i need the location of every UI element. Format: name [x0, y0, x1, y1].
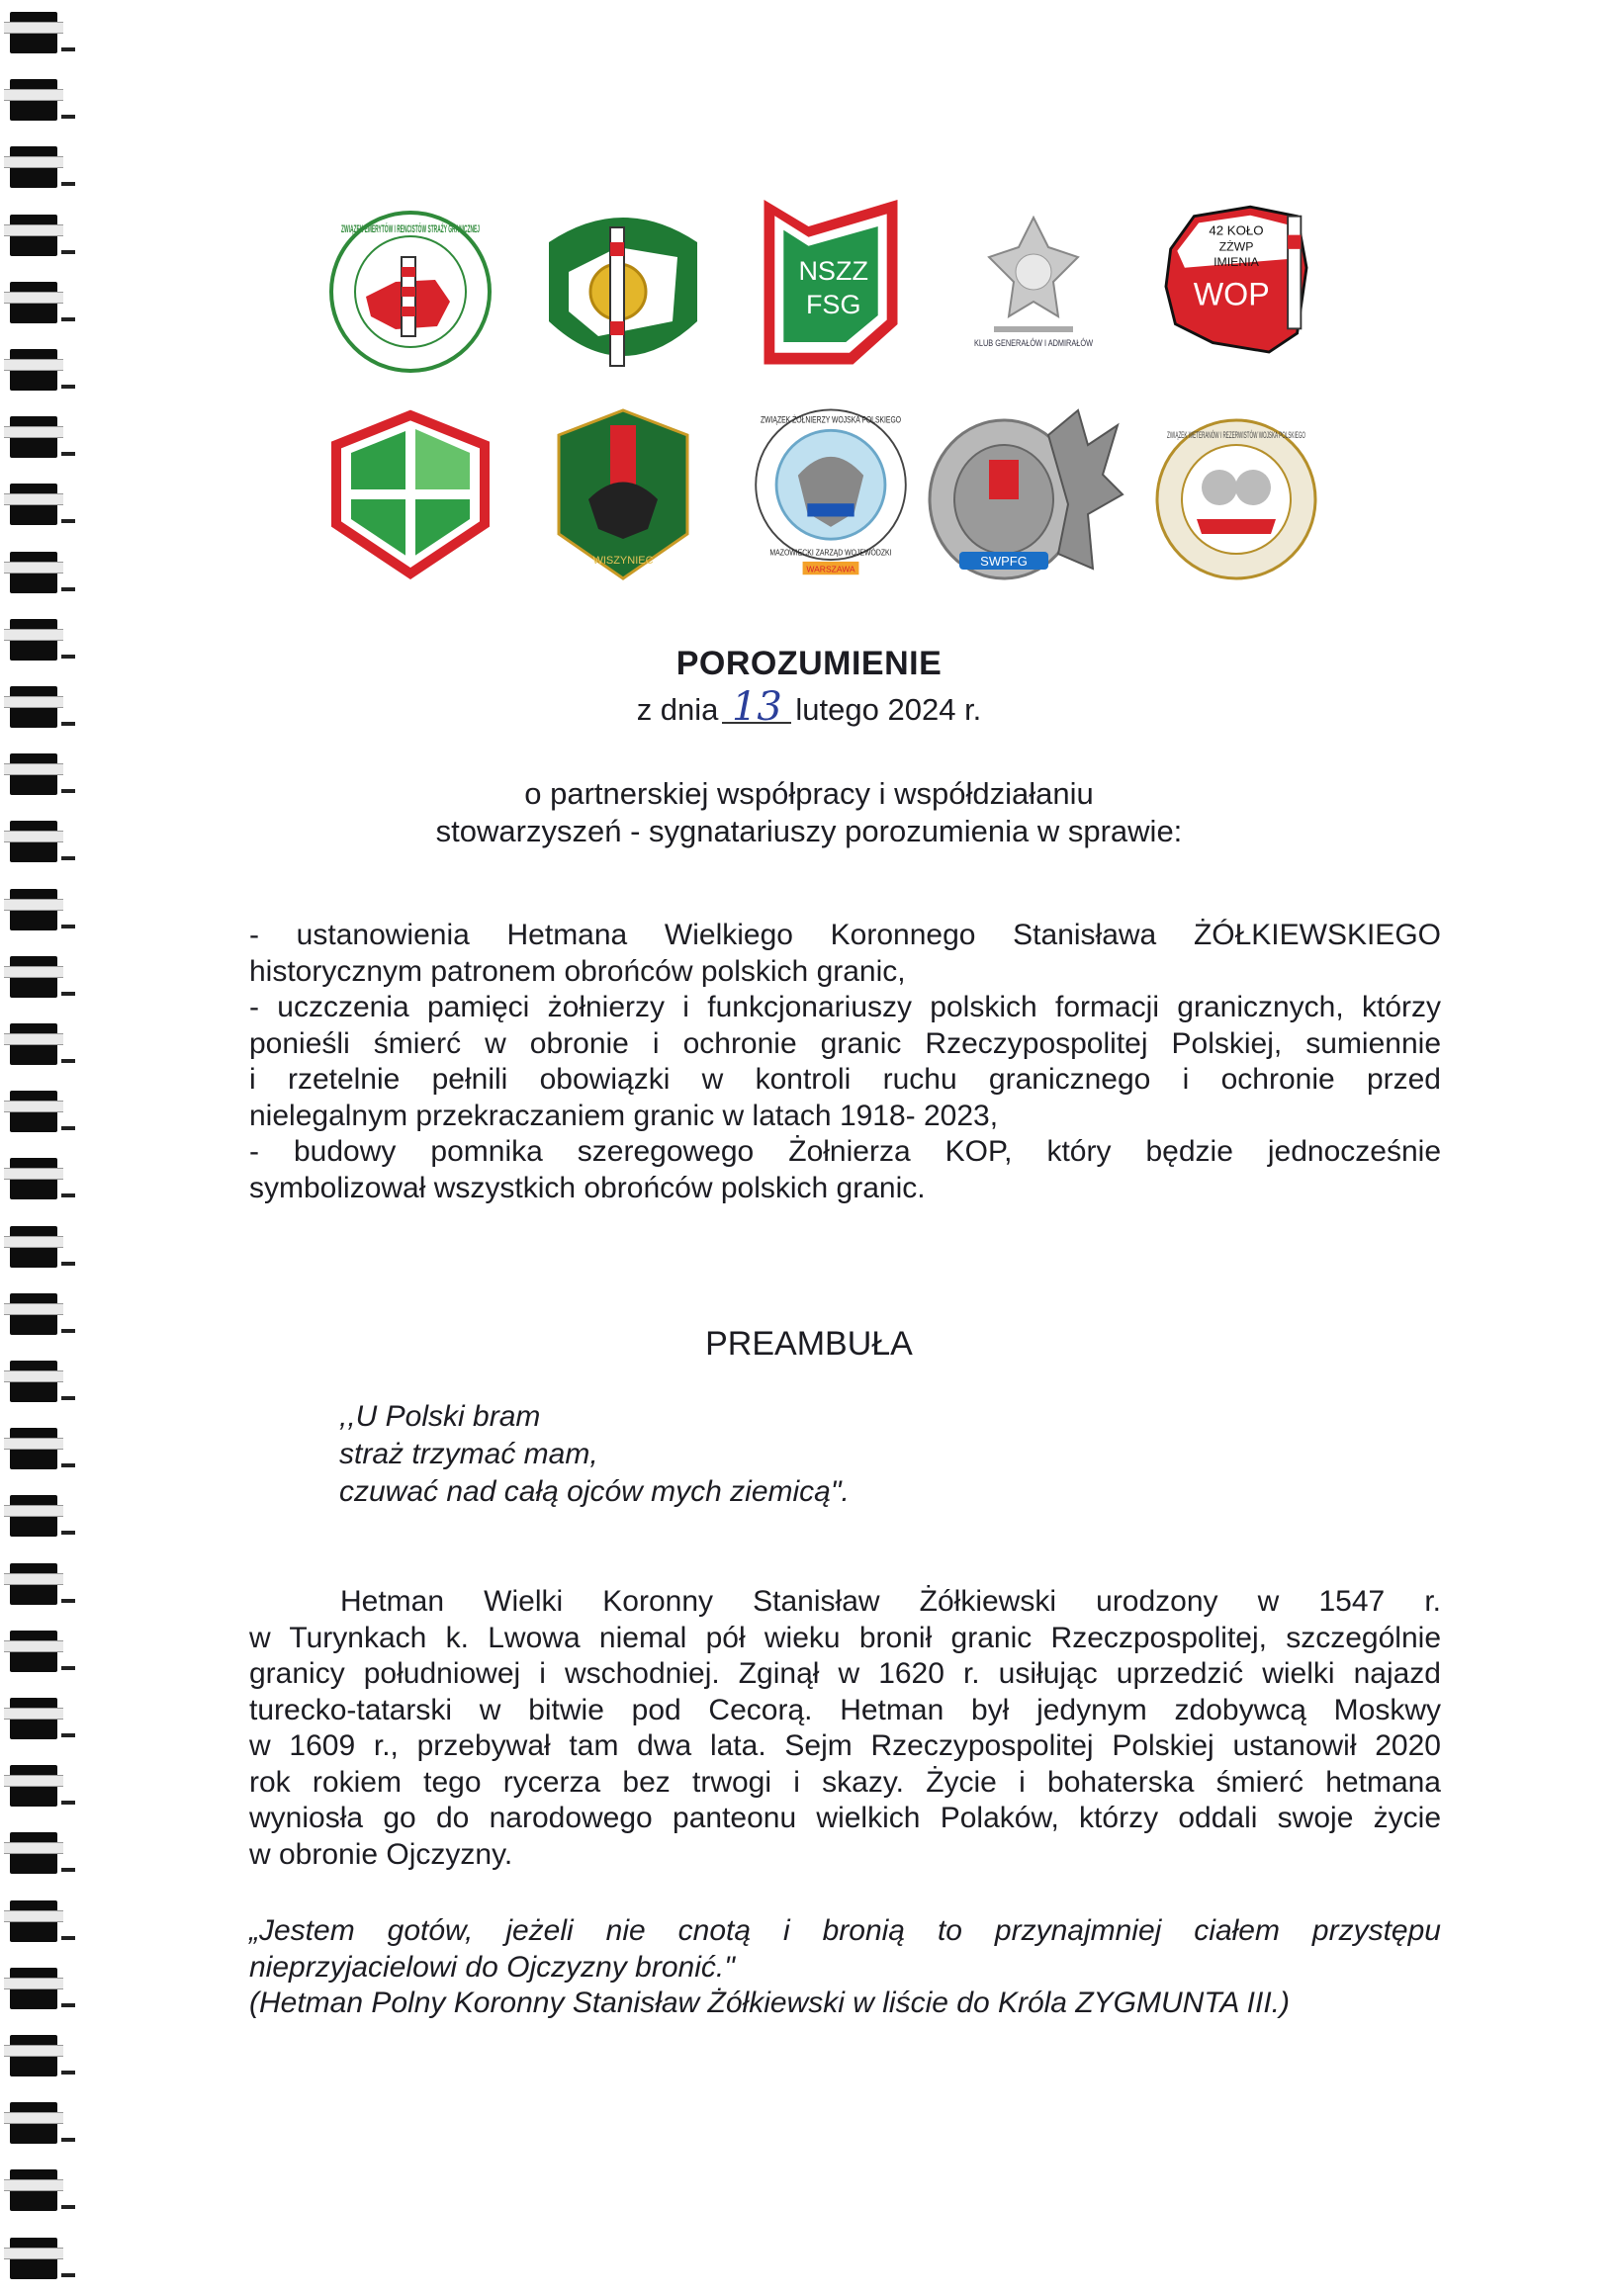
verse-line-2: straż trzymać mam,: [339, 1438, 598, 1470]
binding-hole: [4, 1019, 65, 1067]
binding-hole: [4, 1357, 65, 1404]
binding-hole: [4, 1087, 65, 1134]
date-day-handwritten: 13: [722, 692, 791, 724]
subtitle-line-1: o partnerskiej współpracy i współdziałaniu: [524, 776, 1094, 811]
binding-hole: [4, 1897, 65, 1944]
eagle-caption: WISZYNIEC: [592, 555, 654, 567]
binding-hole: [4, 2165, 65, 2213]
wop-line-1: 42 KOŁO: [1209, 222, 1264, 238]
preamble-verse: [339, 1398, 850, 1511]
binding-hole: [4, 1964, 65, 2011]
binding-hole: [4, 142, 65, 190]
binding-hole: [4, 8, 65, 55]
body-line-8: w obronie Ojczyzny.: [249, 1837, 513, 1871]
logo-green-shield: [326, 405, 494, 583]
subtitle-line-2: stowarzyszeń - sygnatariuszy porozumienia w sprawie:: [435, 814, 1183, 848]
fsg-text: FSG: [805, 290, 861, 320]
point-1-line-1: - ustanowienia Hetmana Wielkiego Koronnego Stanisława ŻÓŁKIEWSKIEGO: [249, 919, 1441, 951]
document-subtitle: [0, 775, 1618, 850]
binding-hole: [4, 1424, 65, 1471]
point-1-line-2: historycznym patronem obrońców polskich granic,: [249, 954, 906, 988]
logo-1-arc-text: ZWIĄZEK EMERYTÓW I RENCISTÓW STRAŻY GRANICZNEJ: [341, 223, 654, 235]
binding-hole: [4, 885, 65, 932]
binding-hole: [4, 278, 65, 325]
wop-big: WOP: [1193, 276, 1270, 312]
logo-wop: [1152, 193, 1320, 371]
zzwp-arc-text: ZWIĄZEK ŻOŁNIERZY WOJSKA POLSKIEGO: [760, 414, 902, 426]
binding-hole: [4, 75, 65, 123]
spiral-binding: [0, 0, 69, 2296]
logo-zerisg: [326, 203, 654, 381]
binding-hole: [4, 211, 65, 258]
quote-attribution: (Hetman Polny Koronny Stanisław Żółkiewski w liście do Króla ZYGMUNTA III.): [249, 1987, 1290, 2019]
body-line-2: w Turynkach k. Lwowa niemal pół wieku bronił granic Rzeczpospolitej, szczególnie: [249, 1621, 1441, 1654]
binding-hole: [4, 2031, 65, 2078]
logo-border-post: [539, 203, 707, 381]
nszz-text: NSZZ: [798, 256, 868, 286]
point-2-line-4: nielegalnym przekraczaniem granic w latach 1918- 2023,: [249, 1099, 999, 1132]
binding-hole: [4, 1694, 65, 1741]
body-line-6: rok rokiem tego rycerza bez trwogi i skazy. Życie i bohaterska śmierć hetmana: [249, 1765, 1441, 1799]
point-2-line-3: i rzetelnie pełnili obowiązki w kontroli ruchu granicznego i ochronie przed: [249, 1063, 1441, 1096]
quote-line-2: nieprzyjacielowi do Ojczyzny bronić.": [249, 1950, 735, 1984]
binding-hole: [4, 2098, 65, 2146]
quote-line-1: „Jestem gotów, jeżeli nie cnotą i bronią to przynajmniej ciałem przystępu: [249, 1914, 1441, 1947]
klub-caption: KLUB GENERAŁÓW I ADMIRAŁÓW: [974, 338, 1094, 348]
logo-eagle-emblem: [539, 405, 707, 583]
preamble-heading: PREAMBUŁA: [705, 1325, 913, 1363]
logo-zwirwp: [1152, 410, 1320, 588]
verse-line-3: czuwać nad całą ojców mych ziemicą".: [339, 1475, 850, 1508]
document-title: POROZUMIENIE: [675, 645, 943, 682]
binding-hole: [4, 1627, 65, 1674]
verse-line-1: ,,U Polski bram: [339, 1400, 541, 1433]
point-3-line-2: symbolizował wszystkich obrońców polskich granic.: [249, 1171, 926, 1204]
logo-swpfg: [920, 405, 1147, 583]
wop-line-2: ZŻWP: [1218, 239, 1254, 254]
date-prefix: z dnia: [636, 692, 719, 727]
point-2-line-1: - uczczenia pamięci żołnierzy i funkcjonariuszy polskich formacji granicznych, którzy: [249, 991, 1441, 1023]
document-date: [0, 684, 1618, 730]
wop-line-3: IMIENIA: [1214, 254, 1259, 269]
hetman-quote: [249, 1913, 1441, 2022]
body-line-1: Hetman Wielki Koronny Stanisław Żółkiewski urodzony w 1547 r.: [340, 1585, 1441, 1618]
logo-zzwp: [747, 400, 915, 578]
preamble-body: [249, 1584, 1441, 1873]
binding-hole: [4, 1761, 65, 1809]
logo-klub-generalow: [949, 203, 1118, 381]
binding-hole: [4, 412, 65, 460]
binding-hole: [4, 1828, 65, 1876]
binding-hole: [4, 1222, 65, 1270]
body-line-4: turecko-tatarski w bitwie pod Cecorą. Hetman był jedynym zdobywcą Moskwy: [249, 1693, 1441, 1726]
binding-hole: [4, 1491, 65, 1539]
point-2-line-2: ponieśli śmierć w obronie i ochronie granic Rzeczypospolitej Polskiej, sumiennie: [249, 1026, 1441, 1060]
binding-hole: [4, 952, 65, 1000]
swpfg-label: SWPFG: [980, 554, 1028, 569]
binding-hole: [4, 1154, 65, 1201]
binding-hole: [4, 480, 65, 527]
agreement-points: [249, 918, 1441, 1206]
binding-hole: [4, 1559, 65, 1607]
point-3-line-1: - budowy pomnika szeregowego Żołnierza KOP, który będzie jednocześnie: [249, 1135, 1441, 1168]
body-line-5: w 1609 r., przebywał tam dwa lata. Sejm Rzeczypospolitej Polskiej ustanowił 2020: [249, 1729, 1441, 1762]
body-line-3: granicy południowej i wschodniej. Zginął w 1620 r. usiłując uprzedzić wielki najazd: [249, 1657, 1441, 1690]
zwirwp-arc-text: ZWIĄZEK WETERANÓW I REZERWISTÓW WOJSKA POLSKIEGO: [1167, 430, 1305, 440]
binding-hole: [4, 345, 65, 393]
zzwp-ribbon: WARSZAWA: [806, 564, 855, 574]
date-suffix: lutego 2024 r.: [795, 692, 982, 727]
logo-nszz-fsg: [747, 191, 915, 369]
body-line-7: wyniosła go do narodowego panteonu wielkich Polaków, którzy oddali swoje życie: [249, 1802, 1441, 1834]
zzwp-bottom-text: MAZOWIECKI ZARZĄD WOJEWÓDZKI: [769, 547, 892, 558]
binding-hole: [4, 548, 65, 595]
binding-hole: [4, 2234, 65, 2281]
